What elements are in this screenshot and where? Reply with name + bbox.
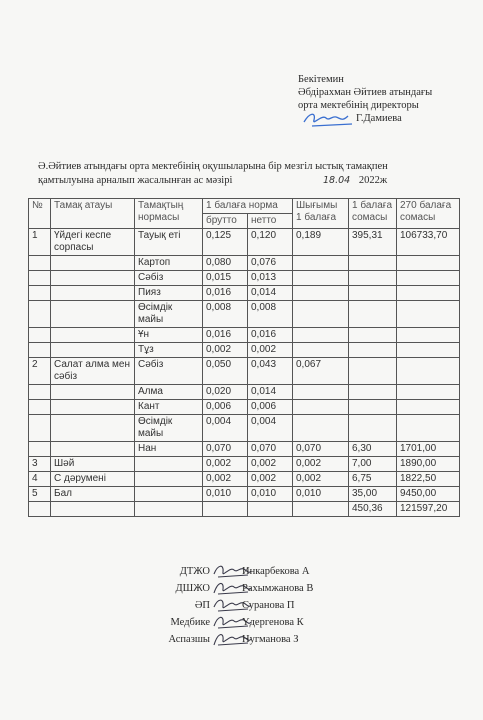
- cell-brutto: 0,010: [203, 487, 248, 502]
- cell-product: Ұн: [135, 328, 203, 343]
- cell-sum-all: [397, 400, 460, 415]
- header-num: №: [29, 199, 51, 229]
- approval-block: [298, 73, 432, 126]
- signature-role: ДТЖО: [179, 566, 210, 577]
- cell-num: [29, 400, 51, 415]
- cell-output: 0,070: [293, 442, 349, 457]
- cell-brutto: 0,002: [203, 457, 248, 472]
- cell-netto: 0,006: [248, 400, 293, 415]
- cell-output: [293, 328, 349, 343]
- cell-sum-all: [397, 286, 460, 301]
- cell-netto: 0,120: [248, 229, 293, 256]
- header-row: [29, 199, 460, 214]
- header-output: Шығымы 1 балаға: [293, 199, 349, 229]
- cell-sum-all: 1822,50: [397, 472, 460, 487]
- cell-output: [293, 502, 349, 517]
- table-row: [29, 256, 460, 271]
- document-title: [38, 160, 388, 188]
- cell-output: 0,002: [293, 457, 349, 472]
- cell-brutto: [203, 502, 248, 517]
- table-row: [29, 301, 460, 328]
- cell-brutto: 0,070: [203, 442, 248, 457]
- header-sum-one: 1 балаға сомасы: [349, 199, 397, 229]
- table-row: [29, 487, 460, 502]
- cell-num: 4: [29, 472, 51, 487]
- cell-output: 0,189: [293, 229, 349, 256]
- cell-sum-one: 35,00: [349, 487, 397, 502]
- cell-product: [135, 502, 203, 517]
- cell-brutto: 0,006: [203, 400, 248, 415]
- table-row: [29, 229, 460, 256]
- signature-name: Суранова П: [242, 600, 295, 611]
- cell-sum-one: 7,00: [349, 457, 397, 472]
- cell-sum-one: 395,31: [349, 229, 397, 256]
- menu-table: [28, 198, 460, 517]
- header-brutto: брутто: [203, 214, 248, 229]
- cell-output: [293, 400, 349, 415]
- header-per-child-norm: 1 балаға норма: [203, 199, 293, 214]
- cell-brutto: 0,002: [203, 472, 248, 487]
- cell-brutto: 0,050: [203, 358, 248, 385]
- cell-sum-one: 450,36: [349, 502, 397, 517]
- cell-num: [29, 301, 51, 328]
- table-row: [29, 457, 460, 472]
- cell-dish: Салат алма мен сәбіз: [51, 358, 135, 385]
- table-row: [29, 385, 460, 400]
- cell-product: Тұз: [135, 343, 203, 358]
- cell-sum-all: [397, 385, 460, 400]
- cell-sum-all: [397, 328, 460, 343]
- cell-sum-one: [349, 358, 397, 385]
- cell-sum-all: 1701,00: [397, 442, 460, 457]
- signature-name: Рахымжанова В: [242, 583, 314, 594]
- cell-brutto: 0,002: [203, 343, 248, 358]
- cell-dish: [51, 271, 135, 286]
- approval-position: орта мектебінің директоры: [298, 100, 419, 111]
- cell-brutto: 0,016: [203, 328, 248, 343]
- table-row: [29, 271, 460, 286]
- cell-num: [29, 256, 51, 271]
- cell-num: [29, 343, 51, 358]
- signature-name: Үдергенова К: [242, 617, 304, 628]
- cell-sum-one: [349, 385, 397, 400]
- cell-num: [29, 286, 51, 301]
- approval-school: Әбдірахман Әйтиев атындағы: [298, 87, 433, 98]
- cell-sum-all: 9450,00: [397, 487, 460, 502]
- cell-sum-all: 121597,20: [397, 502, 460, 517]
- signature-role: Аспазшы: [168, 634, 210, 645]
- cell-output: [293, 271, 349, 286]
- cell-sum-all: 106733,70: [397, 229, 460, 256]
- cell-product: Өсімдік майы: [135, 415, 203, 442]
- cell-brutto: 0,004: [203, 415, 248, 442]
- cell-output: [293, 256, 349, 271]
- cell-netto: [248, 502, 293, 517]
- cell-product: [135, 487, 203, 502]
- cell-output: [293, 301, 349, 328]
- cell-num: 2: [29, 358, 51, 385]
- cell-netto: 0,014: [248, 385, 293, 400]
- cell-output: [293, 385, 349, 400]
- cell-num: [29, 442, 51, 457]
- cell-product: Тауық еті: [135, 229, 203, 256]
- cell-dish: [51, 286, 135, 301]
- cell-sum-one: [349, 301, 397, 328]
- cell-netto: 0,014: [248, 286, 293, 301]
- cell-brutto: 0,080: [203, 256, 248, 271]
- cell-netto: 0,013: [248, 271, 293, 286]
- signature-role: ӘП: [194, 600, 210, 611]
- cell-dish: [51, 415, 135, 442]
- approval-heading: Бекітемин: [298, 74, 344, 85]
- cell-sum-one: [349, 271, 397, 286]
- cell-brutto: 0,020: [203, 385, 248, 400]
- cell-dish: [51, 400, 135, 415]
- cell-num: [29, 415, 51, 442]
- cell-num: 5: [29, 487, 51, 502]
- cell-product: Алма: [135, 385, 203, 400]
- title-line-2: қамтылуына арналып жасалынған ас мәзірі: [38, 175, 233, 186]
- cell-num: [29, 328, 51, 343]
- cell-brutto: 0,008: [203, 301, 248, 328]
- title-line-1: Ә.Әйтиев атындағы орта мектебінің оқушыларына бір мезгіл ыстық тамақпен: [38, 161, 388, 172]
- cell-sum-one: [349, 415, 397, 442]
- cell-dish: Шәй: [51, 457, 135, 472]
- signature-role: Медбике: [170, 617, 210, 628]
- header-norm: Тамақтың нормасы: [135, 199, 203, 229]
- cell-sum-one: [349, 343, 397, 358]
- table-row: [29, 415, 460, 442]
- cell-dish: [51, 256, 135, 271]
- cell-dish: С дәрумені: [51, 472, 135, 487]
- cell-num: [29, 502, 51, 517]
- cell-num: 1: [29, 229, 51, 256]
- cell-num: [29, 271, 51, 286]
- cell-sum-one: [349, 256, 397, 271]
- cell-output: 0,010: [293, 487, 349, 502]
- signature-role: ДШЖО: [175, 583, 210, 594]
- cell-dish: [51, 328, 135, 343]
- cell-sum-one: 6,75: [349, 472, 397, 487]
- table-row: [29, 502, 460, 517]
- cell-product: Сәбіз: [135, 358, 203, 385]
- year-label: 2022ж: [358, 175, 388, 186]
- table-row: [29, 286, 460, 301]
- cell-dish: Бал: [51, 487, 135, 502]
- table-row: [29, 472, 460, 487]
- cell-sum-one: [349, 328, 397, 343]
- table-row: [29, 328, 460, 343]
- cell-output: [293, 415, 349, 442]
- cell-sum-one: [349, 400, 397, 415]
- cell-sum-all: [397, 343, 460, 358]
- cell-sum-one: [349, 286, 397, 301]
- cell-sum-all: 1890,00: [397, 457, 460, 472]
- cell-product: Пияз: [135, 286, 203, 301]
- table-row: [29, 400, 460, 415]
- header-netto: нетто: [248, 214, 293, 229]
- table-row: [29, 442, 460, 457]
- cell-sum-all: [397, 271, 460, 286]
- cell-netto: 0,016: [248, 328, 293, 343]
- cell-num: 3: [29, 457, 51, 472]
- cell-product: Кант: [135, 400, 203, 415]
- header-dish: Тамақ атауы: [51, 199, 135, 229]
- cell-dish: [51, 502, 135, 517]
- table-row: [29, 343, 460, 358]
- cell-output: [293, 343, 349, 358]
- cell-netto: 0,002: [248, 472, 293, 487]
- cell-product: [135, 472, 203, 487]
- cell-sum-all: [397, 256, 460, 271]
- cell-output: 0,002: [293, 472, 349, 487]
- header-sum-all: 270 балаға сомасы: [397, 199, 460, 229]
- cell-netto: 0,043: [248, 358, 293, 385]
- cell-dish: Үйдегі кеспе сорпасы: [51, 229, 135, 256]
- cell-sum-all: [397, 415, 460, 442]
- cell-netto: 0,070: [248, 442, 293, 457]
- cell-netto: 0,004: [248, 415, 293, 442]
- table-row: [29, 358, 460, 385]
- cell-product: Сәбіз: [135, 271, 203, 286]
- cell-product: Картоп: [135, 256, 203, 271]
- cell-sum-one: 6,30: [349, 442, 397, 457]
- cell-netto: 0,002: [248, 457, 293, 472]
- director-signature-icon: [302, 108, 358, 130]
- cell-dish: [51, 385, 135, 400]
- cell-netto: 0,076: [248, 256, 293, 271]
- director-name: Г.Дамиева: [356, 113, 402, 124]
- signature-name: Нугманова З: [242, 634, 299, 645]
- cell-brutto: 0,016: [203, 286, 248, 301]
- cell-num: [29, 385, 51, 400]
- cell-dish: [51, 301, 135, 328]
- cell-netto: 0,008: [248, 301, 293, 328]
- cell-netto: 0,002: [248, 343, 293, 358]
- cell-netto: 0,010: [248, 487, 293, 502]
- cell-product: Өсімдік майы: [135, 301, 203, 328]
- menu-table-body: [29, 229, 460, 517]
- cell-sum-all: [397, 301, 460, 328]
- cell-output: 0,067: [293, 358, 349, 385]
- cell-product: [135, 457, 203, 472]
- cell-brutto: 0,015: [203, 271, 248, 286]
- signature-name: Инкарбекова А: [242, 566, 310, 577]
- cell-sum-all: [397, 358, 460, 385]
- cell-output: [293, 286, 349, 301]
- cell-dish: [51, 343, 135, 358]
- handwritten-date: 18.04: [323, 175, 351, 186]
- cell-product: Нан: [135, 442, 203, 457]
- cell-brutto: 0,125: [203, 229, 248, 256]
- cell-dish: [51, 442, 135, 457]
